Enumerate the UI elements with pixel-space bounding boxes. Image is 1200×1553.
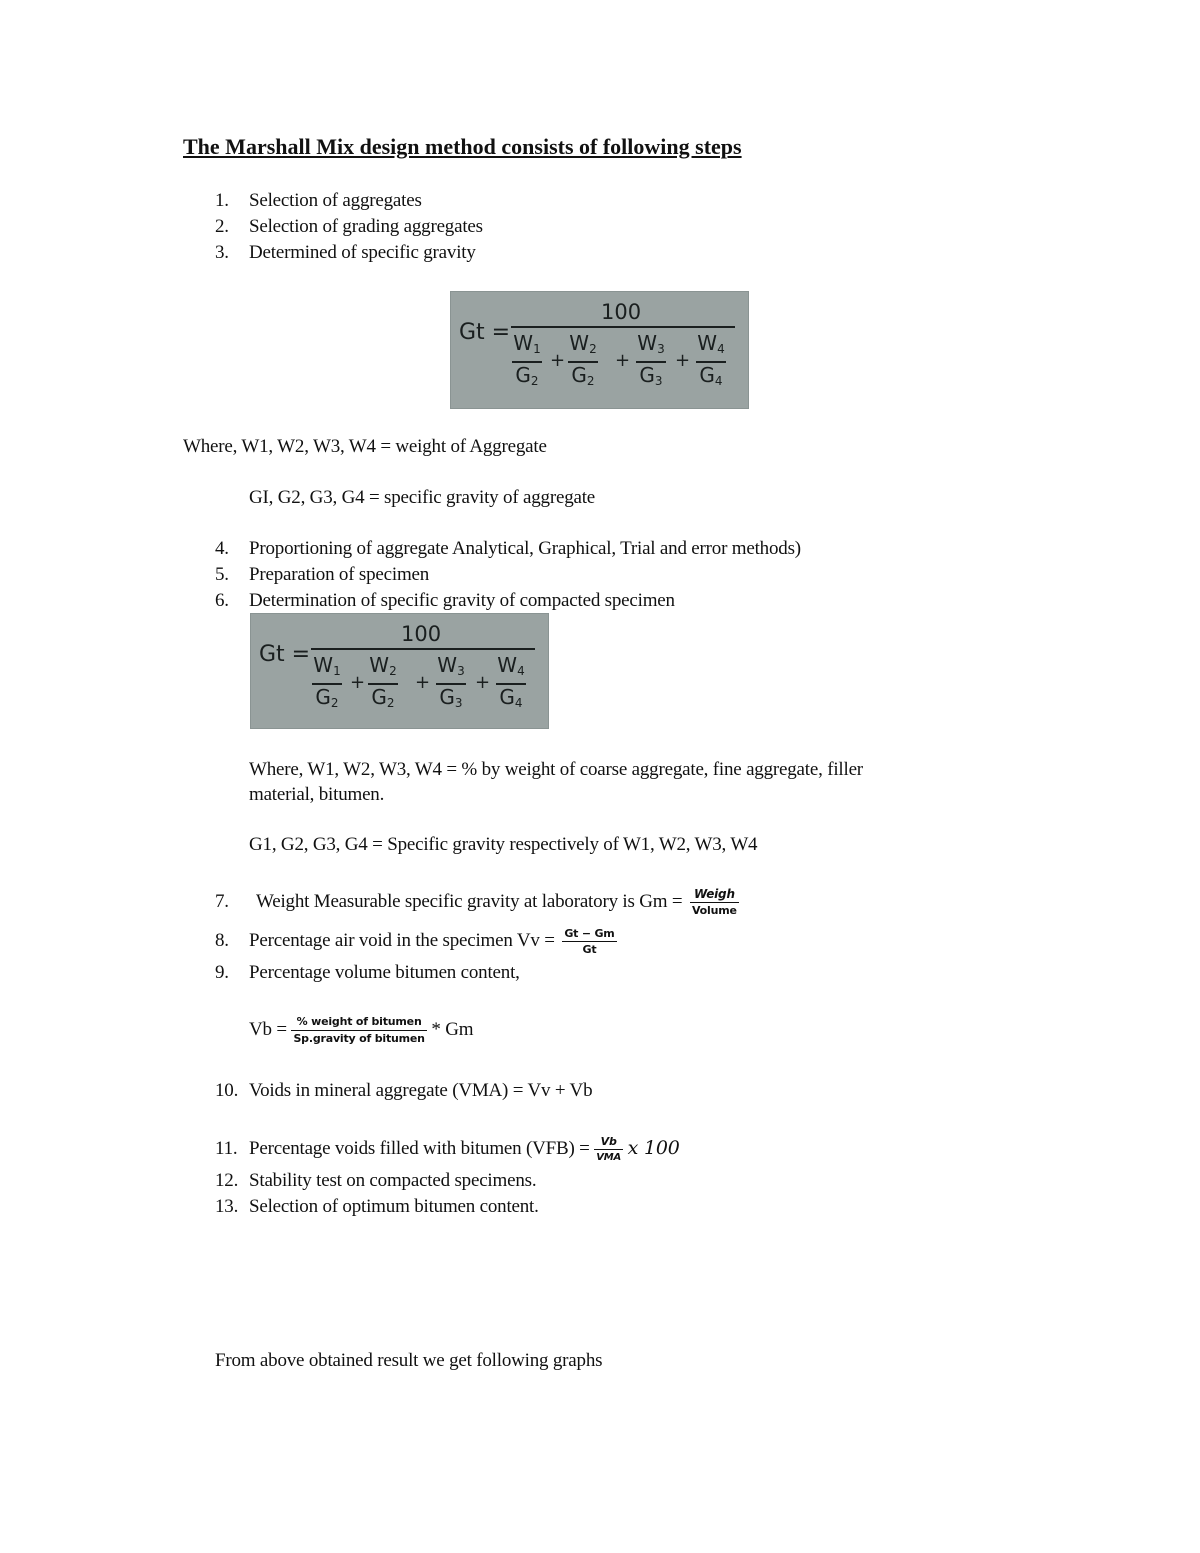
item-number: 2. xyxy=(215,216,229,237)
list-item xyxy=(215,880,739,924)
plus-sign: + xyxy=(415,672,431,693)
fraction: % weight of bitumen Sp.gravity of bitumen xyxy=(293,1015,425,1046)
item-text: Voids in mineral aggregate (VMA) = Vv + Vb xyxy=(249,1080,593,1101)
formula-term: $W_1$ $G_2$ xyxy=(313,653,341,710)
formula-main-bar xyxy=(311,648,535,650)
item-text: Percentage volume bitumen content, xyxy=(249,962,520,983)
fraction: Weigh Volume xyxy=(691,887,737,918)
formula-numerator: 100 xyxy=(401,622,442,646)
plus-sign: + xyxy=(475,672,491,693)
formula-lhs: Gt = xyxy=(459,320,511,345)
formula-term: $W_4$ $G_4$ xyxy=(697,331,725,388)
item-text: Determination of specific gravity of compacted specimen xyxy=(249,590,675,611)
item-text: Proportioning of aggregate Analytical, Graphical, Trial and error methods) xyxy=(249,538,801,559)
formula-numerator: 100 xyxy=(601,300,642,324)
plus-sign: + xyxy=(675,350,691,371)
item-text: Selection of aggregates xyxy=(249,190,422,211)
list-item xyxy=(215,1194,539,1220)
item-number: 12. xyxy=(215,1170,239,1191)
list-item xyxy=(215,562,429,588)
list-item xyxy=(215,240,476,266)
vb-lhs: Vb = xyxy=(249,1019,287,1040)
item-number: 10. xyxy=(215,1080,239,1101)
item-text: Percentage voids filled with bitumen (VFB) = xyxy=(249,1138,590,1159)
formula-term: $W_2$ $G_2$ xyxy=(369,653,397,710)
where-text: G1, G2, G3, G4 = Specific gravity respectively of W1, W2, W3, W4 xyxy=(249,834,758,855)
item-text: Preparation of specimen xyxy=(249,564,430,585)
item-text: Selection of grading aggregates xyxy=(249,216,483,237)
where-text: Where, W1, W2, W3, W4 = % by weight of coarse aggregate, fine aggregate, filler xyxy=(249,759,863,780)
plus-sign: + xyxy=(550,350,566,371)
list-item xyxy=(215,960,520,986)
vb-formula xyxy=(249,1008,473,1052)
item-number: 9. xyxy=(215,962,229,983)
formula-main-bar xyxy=(511,326,735,328)
item-number: 1. xyxy=(215,190,229,211)
list-item xyxy=(215,188,422,214)
item-number: 5. xyxy=(215,564,229,585)
formula-term: $W_3$ $G_3$ xyxy=(637,331,665,388)
fraction: Vb VMA xyxy=(596,1135,622,1164)
item-number: 8. xyxy=(215,930,229,951)
list-item xyxy=(215,1078,592,1104)
formula-image-gt xyxy=(450,291,749,409)
plus-sign: + xyxy=(615,350,631,371)
list-item xyxy=(215,919,617,963)
list-item xyxy=(215,588,675,614)
formula-lhs: Gt = xyxy=(259,642,311,667)
item-number: 6. xyxy=(215,590,229,611)
item-number: 7. xyxy=(215,891,229,912)
document-title: The Marshall Mix design method consists of following steps xyxy=(183,134,742,159)
item-text: Percentage air void in the specimen Vv = xyxy=(249,930,555,951)
vb-rhs: * Gm xyxy=(431,1019,474,1040)
item-number: 13. xyxy=(215,1196,239,1217)
formula-term: $W_3$ $G_3$ xyxy=(437,653,465,710)
list-item xyxy=(215,1168,536,1194)
formula-term: $W_4$ $G_4$ xyxy=(497,653,525,710)
where-text: material, bitumen. xyxy=(249,784,385,805)
vfb-rhs: x 100 xyxy=(627,1137,680,1159)
plus-sign: + xyxy=(350,672,366,693)
item-text: Determined of specific gravity xyxy=(249,242,476,263)
item-text: Weight Measurable specific gravity at laboratory is Gm = xyxy=(256,891,683,912)
list-item xyxy=(215,536,801,562)
item-text: Selection of optimum bitumen content. xyxy=(249,1196,539,1217)
item-number: 11. xyxy=(215,1138,238,1159)
where-text: GI, G2, G3, G4 = specific gravity of aggregate xyxy=(249,487,596,508)
list-item xyxy=(215,1126,680,1171)
formula-term: $W_2$ $G_2$ xyxy=(569,331,597,388)
formula-term: $W_1$ $G_2$ xyxy=(513,331,541,388)
where-text: Where, W1, W2, W3, W4 = weight of Aggregate xyxy=(183,436,547,457)
closing-text: From above obtained result we get following graphs xyxy=(215,1350,603,1371)
item-text: Stability test on compacted specimens. xyxy=(249,1170,537,1191)
fraction: $\frac{Gt - Gm}{Gt}$ xyxy=(564,927,615,957)
list-item xyxy=(215,214,483,240)
item-number: 4. xyxy=(215,538,229,559)
item-number: 3. xyxy=(215,242,229,263)
formula-image-gt xyxy=(250,613,549,729)
